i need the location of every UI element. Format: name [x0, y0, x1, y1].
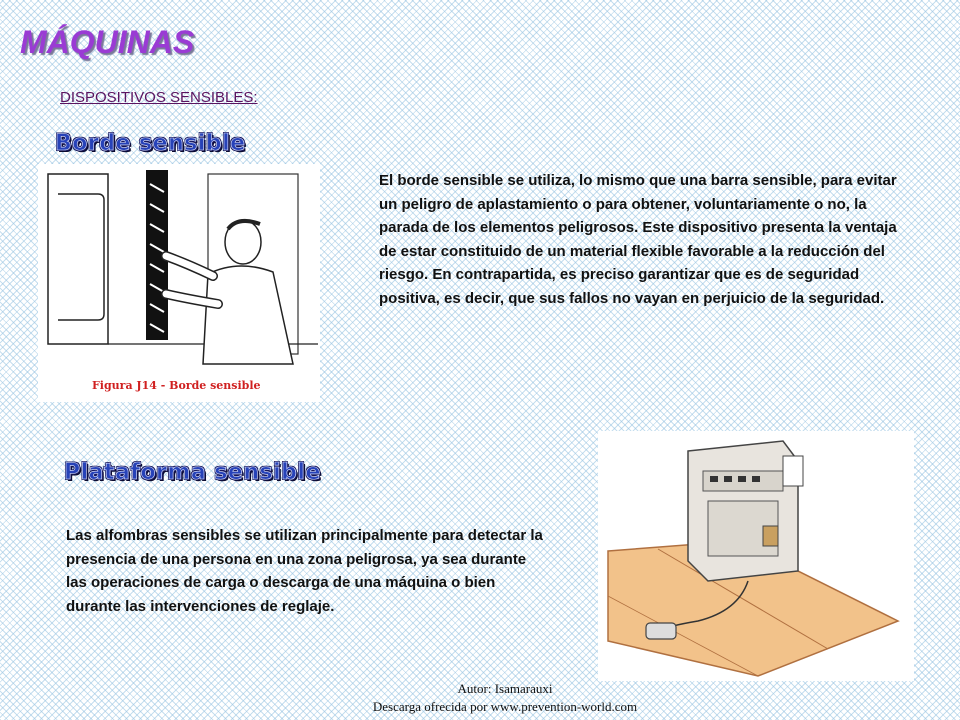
- figure-plataforma-sensible: [598, 431, 914, 681]
- figure-borde-sensible: [38, 164, 320, 402]
- borde-sensible-text: El borde sensible se utiliza, lo mismo que una barra sensible, para evitar un peligro de aplastamiento o para obtener, voluntariamente o no, la parada de los elementos peligrosos. Este dispositivo presenta la ventaja de estar constituido de un material flexible favorable a la reducción del riesgo. En contrapartida, es preciso garantizar que es de seguridad positiva, es decir, que sus fallos no vayan en perjuicio de la seguridad.: [379, 172, 897, 307]
- footer-source: Descarga ofrecida por www.prevention-world.com: [372, 699, 638, 714]
- section-subtitle: DISPOSITIVOS SENSIBLES:: [60, 89, 258, 106]
- footer-author: Autor: Isamarauxi: [457, 681, 553, 696]
- plataforma-sensible-text: Las alfombras sensibles se utilizan principalmente para detectar la presencia de una persona en una zona peligrosa, ya sea durante las operaciones de carga o descarga de una máquina o bien durante las intervenciones de reglaje.: [66, 527, 543, 615]
- press-machine-illustration: [598, 431, 914, 681]
- heading-borde-sensible: Borde sensible: [55, 131, 246, 156]
- heading-plataforma-sensible: Plataforma sensible: [64, 460, 321, 485]
- worker-illustration: [38, 164, 320, 378]
- figure-caption: Figura J14 - Borde sensible: [92, 379, 261, 392]
- page-title: MÁQUINAS: [20, 24, 195, 60]
